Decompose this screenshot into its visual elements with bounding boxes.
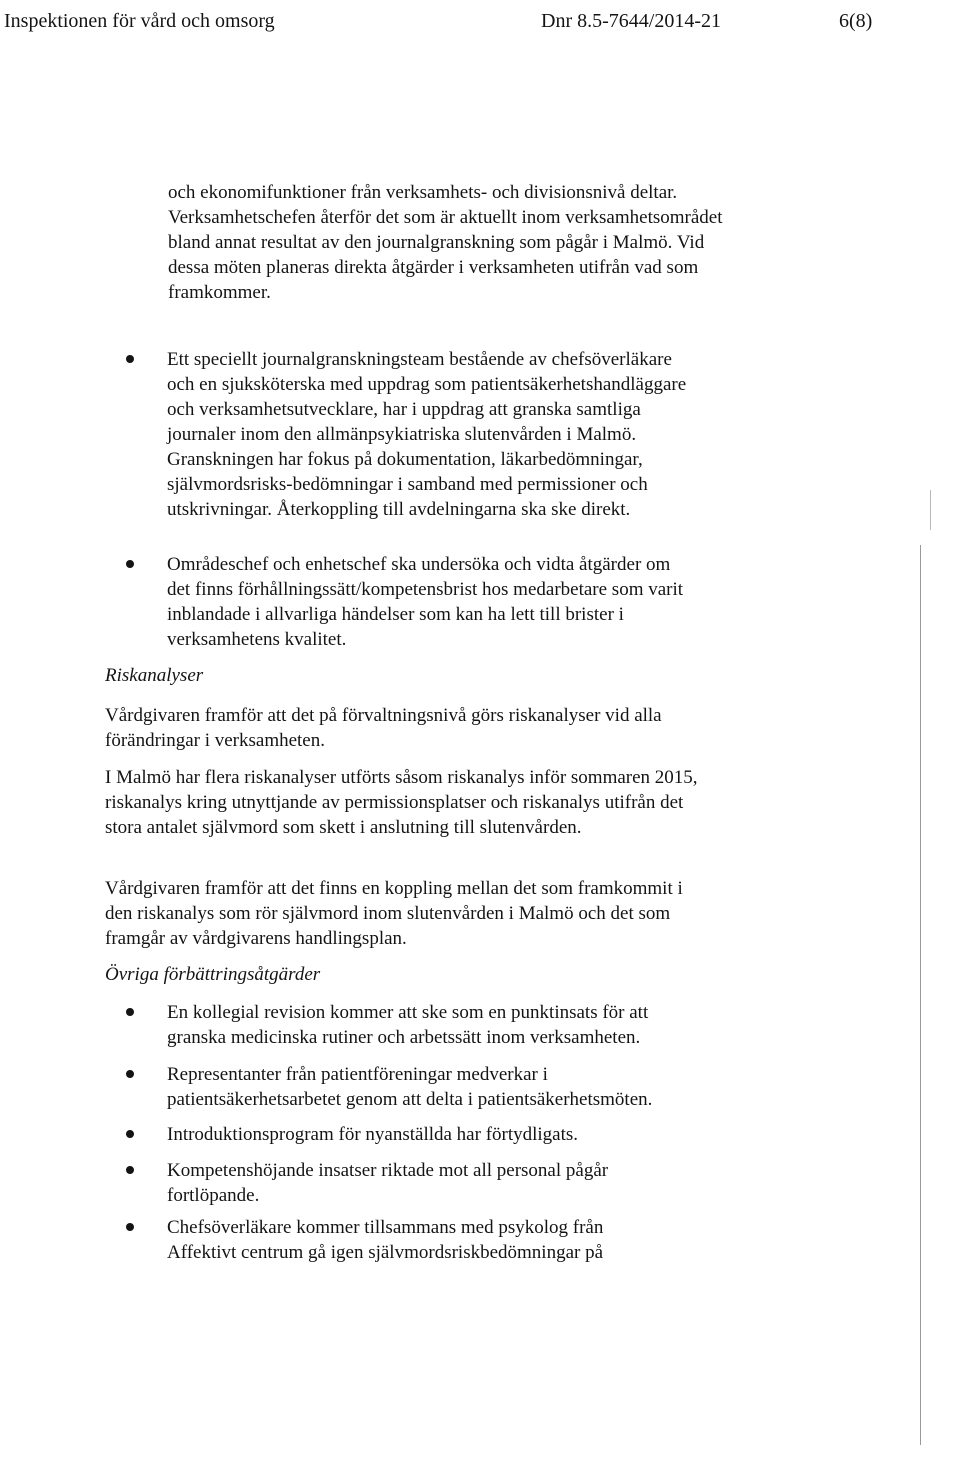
scan-artifact bbox=[930, 490, 931, 530]
list-item-text: Chefsöverläkare kommer tillsammans med psykolog från Affektivt centrum gå igen självmordsriskbedömningar på bbox=[167, 1217, 604, 1263]
section-heading-risk: Riskanalyser bbox=[105, 665, 204, 686]
paragraph: I Malmö har flera riskanalyser utförts såsom riskanalys inför sommaren 2015, riskanalys kring utnyttjande av permissionsplatser och riskanalys utifrån det stora antalet självmord som skett i anslutning till slutenvården. bbox=[105, 767, 698, 838]
list-item-text: Områdeschef och enhetschef ska undersöka och vidta åtgärder om det finns förhållningssätt/kompetensbrist hos medarbetare som varit inblandade i allvarliga händelser som kan ha lett till brister i verksamhetens kvalitet. bbox=[167, 554, 684, 650]
bullet-icon bbox=[126, 1008, 134, 1016]
page-header bbox=[0, 6, 960, 36]
list-item-text: En kollegial revision kommer att ske som en punktinsats för att granska medicinska rutiner och arbetssätt inom verksamheten. bbox=[167, 1002, 649, 1048]
bullet-icon bbox=[126, 355, 134, 363]
header-page-number: 6(8) bbox=[839, 10, 873, 32]
bullet-icon bbox=[126, 1130, 134, 1138]
header-document-number: Dnr 8.5-7644/2014-21 bbox=[541, 10, 721, 32]
scan-artifact bbox=[920, 545, 921, 1445]
list-item-text: Introduktionsprogram för nyanställda har förtydligats. bbox=[167, 1124, 579, 1145]
bullet-icon bbox=[126, 1223, 134, 1231]
paragraph: Vårdgivaren framför att det på förvaltningsnivå görs riskanalyser vid alla förändringar i verksamheten. bbox=[105, 705, 662, 751]
paragraph: Vårdgivaren framför att det finns en koppling mellan det som framkommit i den riskanalys som rör självmord inom slutenvården i Malmö och det som framgår av vårdgivarens handlingsplan. bbox=[105, 878, 683, 949]
list-item-text: Kompetenshöjande insatser riktade mot all personal pågår fortlöpande. bbox=[167, 1160, 609, 1206]
bullet-icon bbox=[126, 1070, 134, 1078]
list-item-text: Representanter från patientföreningar medverkar i patientsäkerhetsarbetet genom att delta i patientsäkerhetsmöten. bbox=[167, 1064, 653, 1110]
list-item-text: Ett speciellt journalgranskningsteam bestående av chefsöverläkare och en sjuksköterska med uppdrag som patientsäkerhetshandläggare och verksamhetsutvecklare, har i uppdrag att granska samtliga journaler inom den allmänpsykiatriska slutenvården i Malmö. Granskningen har fokus på dokumentation, läkarbedömningar, självmordsrisks-bedömningar i samband med permissioner och utskrivningar. Återkoppling till avdelningarna ska ske direkt. bbox=[167, 349, 687, 520]
header-title: Inspektionen för vård och omsorg bbox=[4, 10, 275, 32]
section-heading-other: Övriga förbättringsåtgärder bbox=[105, 964, 321, 985]
bullet-icon bbox=[126, 560, 134, 568]
bullet-icon bbox=[126, 1166, 134, 1174]
continuation-paragraph: och ekonomifunktioner från verksamhets- och divisionsnivå deltar. Verksamhetschefen återför det som är aktuellt inom verksamhetsområdet bland annat resultat av den journalgranskning som pågår i Malmö. Vid dessa möten planeras direkta åtgärder i verksamheten utifrån vad som framkommer. bbox=[168, 182, 723, 303]
